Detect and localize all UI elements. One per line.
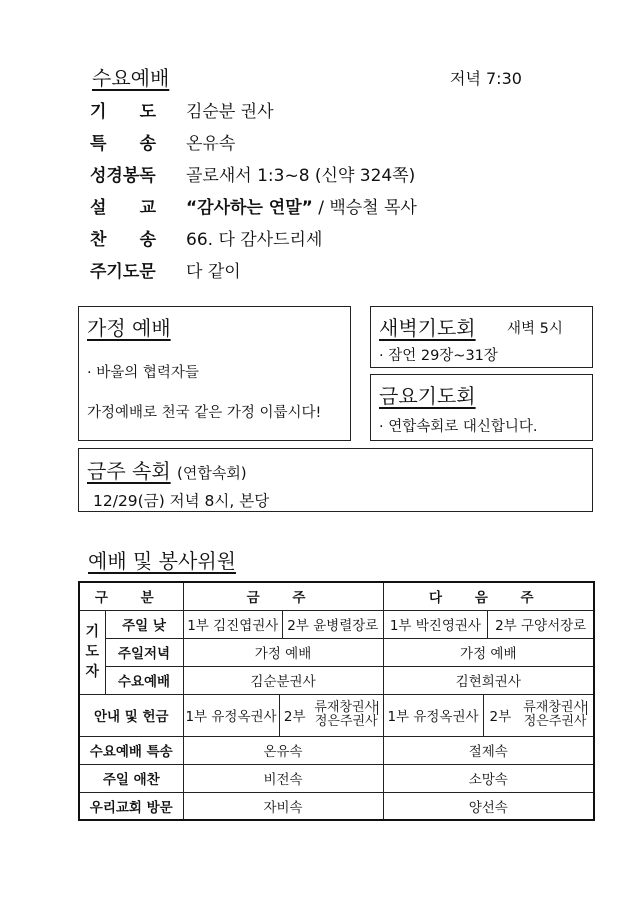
cell-next-week: 1부 박진영권사 2부 구양서장로 bbox=[383, 610, 594, 638]
prayer-row bbox=[90, 97, 274, 122]
cell-meeting-box bbox=[78, 448, 593, 512]
friday-prayer-title: 금요기도회 bbox=[379, 384, 476, 408]
special-song-label: 특 송 bbox=[90, 134, 156, 154]
scripture-row bbox=[90, 161, 415, 186]
dawn-prayer-title: 새벽기도회 bbox=[379, 316, 476, 340]
table-row bbox=[79, 610, 594, 638]
cell-this-week: 가정 예배 bbox=[183, 638, 383, 666]
cell-next-week: 가정 예배 bbox=[383, 638, 594, 666]
header-this-week: 금 주 bbox=[183, 582, 383, 610]
cell-next-week: 절제속 bbox=[383, 736, 594, 764]
cell-next-week: 1부 유정옥권사 2부 류재창권사 정은주권사 bbox=[383, 694, 594, 736]
wednesday-service-title: 수요예배 bbox=[92, 66, 170, 90]
lords-prayer-value: 다 같이 bbox=[186, 262, 241, 282]
sermon-title: “감사하는 연말” bbox=[186, 198, 313, 218]
prayer-label: 기 도 bbox=[90, 102, 156, 122]
cell-next-week: 소망속 bbox=[383, 764, 594, 792]
family-worship-title: 가정 예배 bbox=[87, 316, 171, 340]
cell-meeting-title: 금주 속회 bbox=[87, 459, 171, 483]
sermon-value bbox=[186, 193, 417, 218]
prayer-value: 김순분 권사 bbox=[186, 102, 274, 122]
cell-this-week: 김순분권사 bbox=[183, 666, 383, 694]
row-label: 안내 및 헌금 bbox=[79, 694, 183, 736]
row-label: 주일저녁 bbox=[105, 638, 183, 666]
header-category: 구 분 bbox=[79, 582, 183, 610]
dawn-prayer-box bbox=[370, 306, 593, 368]
special-song-value: 온유속 bbox=[186, 134, 236, 154]
cell-meeting-heading bbox=[87, 455, 247, 484]
special-song-row bbox=[90, 129, 235, 154]
table-header-row bbox=[79, 582, 594, 610]
cell-this-week: 온유속 bbox=[183, 736, 383, 764]
family-worship-slogan: 가정예배로 천국 같은 가정 이룹시다! bbox=[87, 405, 322, 421]
row-label: 우리교회 방문 bbox=[79, 792, 183, 820]
table-row bbox=[79, 792, 594, 820]
friday-prayer-note: · 연합속회로 대신합니다. bbox=[379, 419, 538, 435]
wednesday-service-time: 저녁 7:30 bbox=[450, 69, 522, 88]
table-row bbox=[79, 694, 594, 736]
sermon-preacher: / 백승철 목사 bbox=[312, 198, 417, 218]
cell-this-week: 1부 김진엽권사 2부 윤병렬장로 bbox=[183, 610, 383, 638]
cell-meeting-info: 12/29(금) 저녁 8시, 본당 bbox=[93, 492, 270, 510]
table-row bbox=[79, 638, 594, 666]
prayer-leaders-label: 기 도 자 bbox=[79, 610, 105, 694]
row-label: 주일 낮 bbox=[105, 610, 183, 638]
cell-next-week: 김현희권사 bbox=[383, 666, 594, 694]
cell-next-week: 양선속 bbox=[383, 792, 594, 820]
sermon-label: 설 교 bbox=[90, 198, 156, 218]
hymn-label: 찬 송 bbox=[90, 230, 156, 250]
cell-this-week: 비전속 bbox=[183, 764, 383, 792]
hymn-row bbox=[90, 225, 322, 250]
family-worship-passage: · 바울의 협력자들 bbox=[87, 365, 199, 381]
cell-this-week: 1부 유정옥권사 2부 류재창권사 정은주권사 bbox=[183, 694, 383, 736]
lords-prayer-label: 주기도문 bbox=[90, 262, 156, 282]
table-row bbox=[79, 666, 594, 694]
friday-prayer-box bbox=[370, 374, 593, 441]
hymn-value: 66. 다 감사드리세 bbox=[186, 230, 323, 250]
header-next-week: 다 음 주 bbox=[383, 582, 594, 610]
service-roster-table bbox=[78, 581, 595, 821]
scripture-value: 골로새서 1:3~8 (신약 324쪽) bbox=[186, 166, 416, 186]
table-row bbox=[79, 736, 594, 764]
table-row bbox=[79, 764, 594, 792]
cell-this-week: 자비속 bbox=[183, 792, 383, 820]
family-worship-box bbox=[78, 306, 351, 441]
dawn-prayer-time: 새벽 5시 bbox=[507, 321, 563, 337]
row-label: 주일 애찬 bbox=[79, 764, 183, 792]
dawn-prayer-passage: · 잠언 29장~31장 bbox=[379, 348, 498, 364]
scripture-label: 성경봉독 bbox=[90, 166, 156, 186]
row-label: 수요예배 bbox=[105, 666, 183, 694]
row-label: 수요예배 특송 bbox=[79, 736, 183, 764]
roster-title: 예배 및 봉사위원 bbox=[88, 549, 236, 573]
lords-prayer-row bbox=[90, 257, 241, 282]
cell-meeting-subtitle: (연합속회) bbox=[177, 464, 247, 482]
sermon-row bbox=[90, 193, 417, 218]
